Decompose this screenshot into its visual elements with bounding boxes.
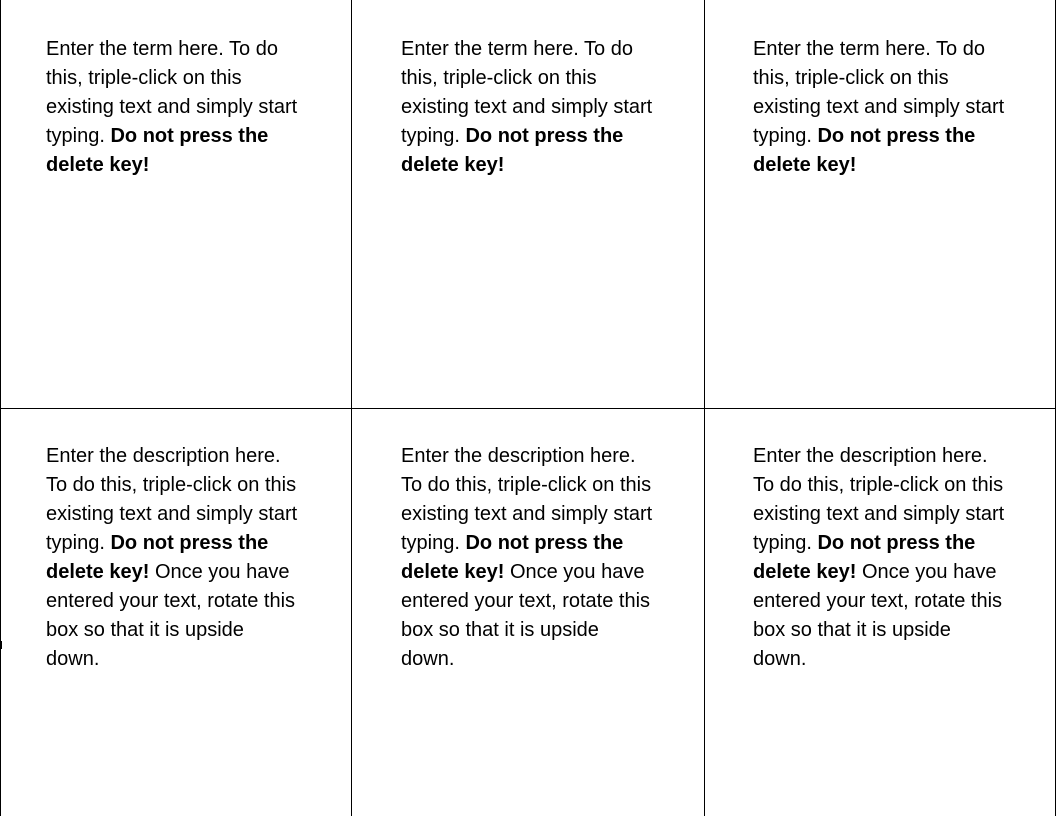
term-warning-1: Do not press the delete key! xyxy=(46,125,269,176)
term-text-1: Enter the term here. To do this, triple-click on this existing text and simply start typing. xyxy=(46,38,298,147)
term-text-2: Enter the term here. To do this, triple-click on this existing text and simply start typing. xyxy=(401,38,653,147)
row-divider xyxy=(0,408,1056,409)
term-textbox-1[interactable] xyxy=(46,35,298,180)
description-text-1: Enter the description here. To do this, triple-click on this existing text and simply start typing. xyxy=(46,445,298,554)
description-warning-2: Do not press the delete key! xyxy=(401,532,624,583)
description-text-after-3: Once you have entered your text, rotate this box so that it is upside down. xyxy=(753,561,1003,670)
description-warning-3: Do not press the delete key! xyxy=(753,532,976,583)
description-text-after-1: Once you have entered your text, rotate this box so that it is upside down. xyxy=(46,561,296,670)
term-text-3: Enter the term here. To do this, triple-click on this existing text and simply start typing. xyxy=(753,38,1005,147)
description-textbox-3[interactable] xyxy=(753,442,1005,674)
term-warning-2: Do not press the delete key! xyxy=(401,125,624,176)
description-textbox-2[interactable] xyxy=(401,442,653,674)
term-textbox-3[interactable] xyxy=(753,35,1005,180)
description-text-2: Enter the description here. To do this, triple-click on this existing text and simply start typing. xyxy=(401,445,653,554)
term-textbox-2[interactable] xyxy=(401,35,653,180)
description-textbox-1[interactable] xyxy=(46,442,298,674)
description-text-after-2: Once you have entered your text, rotate this box so that it is upside down. xyxy=(401,561,651,670)
margin-tick xyxy=(0,641,2,649)
description-text-3: Enter the description here. To do this, triple-click on this existing text and simply start typing. xyxy=(753,445,1005,554)
term-warning-3: Do not press the delete key! xyxy=(753,125,976,176)
description-warning-1: Do not press the delete key! xyxy=(46,532,269,583)
